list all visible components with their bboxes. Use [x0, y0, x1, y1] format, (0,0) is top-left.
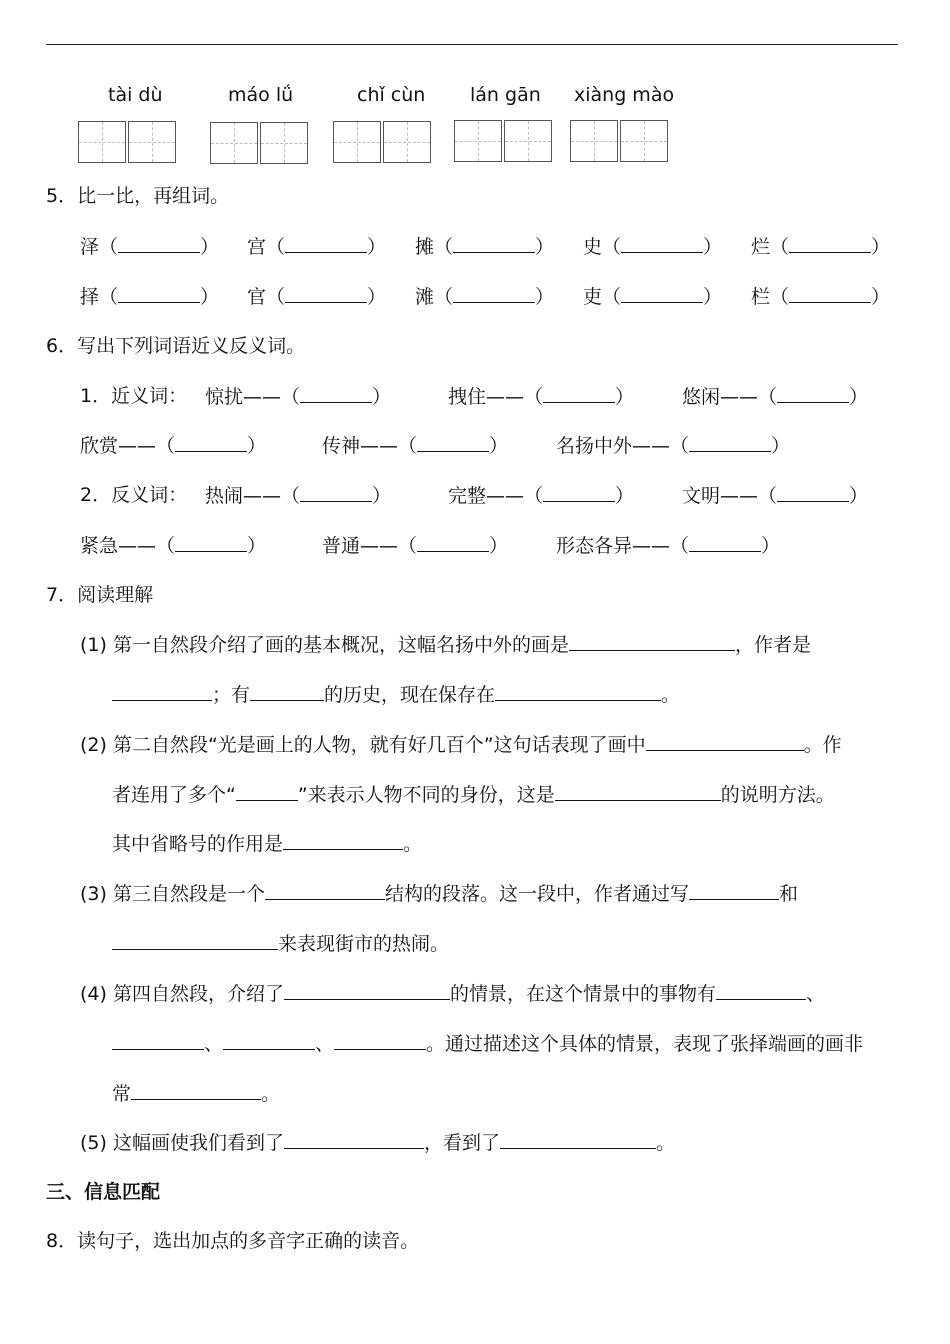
pinyin-1: tài dù [108, 84, 163, 106]
q5-row2-item: 吏（ ） [583, 286, 723, 308]
q5-title: 5．比一比，再组词。 [46, 185, 230, 207]
answer-blank[interactable] [118, 234, 200, 253]
q7-part1-line1: (1) 第一自然段介绍了画的基本概况，这幅名扬中外的画是 ，作者是 [80, 634, 811, 656]
writing-grid-3[interactable] [333, 121, 433, 165]
q5-row2-item: 官（ ） [247, 286, 387, 308]
answer-blank[interactable] [175, 433, 247, 452]
q6-syn-item: 名扬中外——（ ） [556, 435, 791, 457]
writing-grid-4[interactable] [454, 120, 554, 164]
answer-blank[interactable] [500, 1130, 656, 1149]
q5-row2-item: 栏（ ） [751, 286, 891, 308]
q6-syn-item: 传神——（ ） [322, 435, 509, 457]
answer-blank[interactable] [689, 881, 779, 900]
q7-part3-line1: (3) 第三自然段是一个 结构的段落。这一段中，作者通过写 和 [80, 883, 798, 905]
q7-part3-line2: 来表现街市的热闹。 [112, 931, 449, 956]
answer-blank[interactable] [555, 782, 721, 801]
answer-blank[interactable] [789, 284, 871, 303]
q5-row1-item: 泽（ ） [80, 236, 220, 258]
q7-part5: (5) 这幅画使我们看到了 ，看到了 。 [80, 1132, 675, 1154]
answer-blank[interactable] [284, 1130, 424, 1149]
answer-blank[interactable] [646, 732, 804, 751]
q7-part2-line1: (2) 第二自然段“光是画上的人物，就有好几百个”这句话表现了画中 。作 [80, 734, 842, 756]
q6-syn-item: 悠闲——（ ） [682, 386, 869, 408]
answer-blank[interactable] [112, 682, 212, 701]
q7-part4-line2: 、 、 。通过描述这个具体的情景，表现了张择端画的画非 [112, 1031, 863, 1056]
answer-blank[interactable] [789, 234, 871, 253]
writing-grid-1[interactable] [78, 121, 178, 165]
q7-part4-line1: (4) 第四自然段，介绍了 的情景，在这个情景中的事物有 、 [80, 983, 825, 1005]
q5-row2-item: 择（ ） [80, 286, 220, 308]
answer-blank[interactable] [223, 1031, 315, 1050]
q5-row1-item: 宫（ ） [247, 236, 387, 258]
writing-grid-5[interactable] [570, 120, 670, 164]
answer-blank[interactable] [250, 682, 324, 701]
q6-ant-item: 文明——（ ） [682, 485, 869, 507]
q5-row2-item: 滩（ ） [415, 286, 555, 308]
answer-blank[interactable] [495, 682, 661, 701]
answer-blank[interactable] [453, 234, 535, 253]
answer-blank[interactable] [283, 831, 403, 850]
answer-blank[interactable] [716, 981, 806, 1000]
q6-syn-item: 惊扰——（ ） [205, 386, 392, 408]
pinyin-5: xiàng mào [574, 84, 675, 106]
answer-blank[interactable] [621, 284, 703, 303]
answer-blank[interactable] [236, 782, 298, 801]
pinyin-2: máo lǘ [228, 84, 294, 106]
q6-title: 6．写出下列词语近义反义词。 [46, 335, 306, 357]
q6-syn-item: 欣赏——（ ） [80, 435, 267, 457]
top-rule [46, 44, 898, 45]
answer-blank[interactable] [118, 284, 200, 303]
answer-blank[interactable] [689, 433, 771, 452]
pinyin-3: chǐ cùn [357, 84, 426, 106]
answer-blank[interactable] [777, 483, 849, 502]
q6-ant-item: 普通——（ ） [322, 535, 509, 557]
answer-blank[interactable] [285, 284, 367, 303]
q6-syn-label: 1．近义词： [80, 385, 188, 407]
answer-blank[interactable] [334, 1031, 426, 1050]
q7-title: 7．阅读理解 [46, 584, 154, 606]
pinyin-4: lán gān [470, 84, 541, 106]
q5-row1-item: 史（ ） [583, 236, 723, 258]
q7-part2-line3: 其中省略号的作用是 。 [112, 833, 423, 855]
q6-ant-item: 紧急——（ ） [80, 535, 267, 557]
answer-blank[interactable] [284, 981, 450, 1000]
answer-blank[interactable] [265, 881, 385, 900]
q6-ant-item: 热闹——（ ） [205, 485, 392, 507]
answer-blank[interactable] [112, 931, 278, 950]
answer-blank[interactable] [689, 533, 761, 552]
answer-blank[interactable] [131, 1081, 261, 1100]
q6-ant-item: 形态各异——（ ） [556, 535, 781, 557]
answer-blank[interactable] [543, 483, 615, 502]
answer-blank[interactable] [543, 384, 615, 403]
answer-blank[interactable] [569, 632, 735, 651]
answer-blank[interactable] [112, 1031, 204, 1050]
answer-blank[interactable] [417, 433, 489, 452]
answer-blank[interactable] [453, 284, 535, 303]
section-3-heading: 三、信息匹配 [46, 1181, 161, 1203]
q5-row1-item: 摊（ ） [415, 236, 555, 258]
q5-row1-item: 烂（ ） [751, 236, 891, 258]
answer-blank[interactable] [300, 483, 372, 502]
writing-grid-2[interactable] [210, 122, 310, 166]
answer-blank[interactable] [777, 384, 849, 403]
q7-part1-line2: ；有 的历史，现在保存在 。 [112, 682, 680, 707]
answer-blank[interactable] [285, 234, 367, 253]
answer-blank[interactable] [300, 384, 372, 403]
answer-blank[interactable] [417, 533, 489, 552]
answer-blank[interactable] [175, 533, 247, 552]
q8-title: 8．读句子，选出加点的多音字正确的读音。 [46, 1230, 420, 1252]
q6-syn-item: 拽住——（ ） [448, 386, 635, 408]
answer-blank[interactable] [621, 234, 703, 253]
q7-part2-line2: 者连用了多个“ ”来表示人物不同的身份，这是 的说明方法。 [112, 784, 835, 806]
q6-ant-item: 完整——（ ） [448, 485, 635, 507]
q7-part4-line3: 常 。 [112, 1083, 281, 1105]
q6-ant-label: 2．反义词： [80, 484, 188, 506]
